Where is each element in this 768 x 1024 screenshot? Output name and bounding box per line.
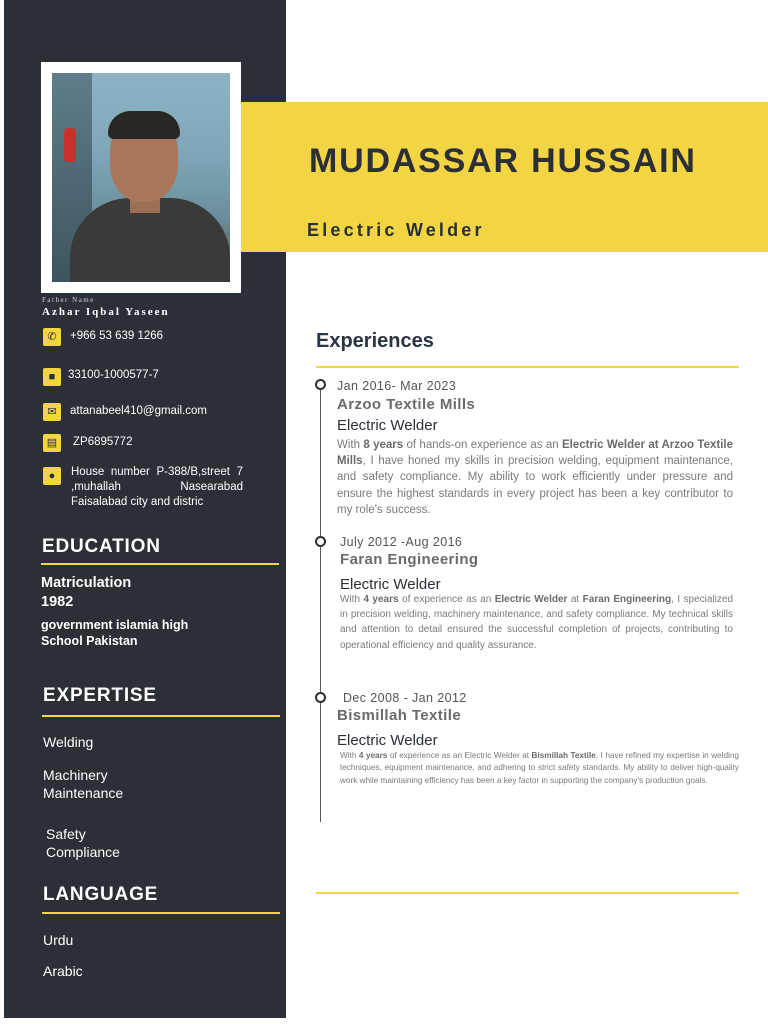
timeline-dot bbox=[315, 692, 326, 703]
experience-date: Jan 2016- Mar 2023 bbox=[337, 379, 457, 393]
contact-id bbox=[43, 368, 159, 386]
experience-date: July 2012 -Aug 2016 bbox=[340, 535, 463, 549]
contact-address bbox=[43, 465, 243, 510]
email-icon: ✉ bbox=[43, 403, 61, 421]
location-icon: ● bbox=[43, 467, 61, 485]
education-degree: Matriculation bbox=[41, 575, 132, 591]
candidate-name: MUDASSAR HUSSAIN bbox=[309, 142, 697, 180]
bottom-divider bbox=[316, 892, 739, 894]
experience-title: Electric Welder bbox=[340, 576, 441, 593]
timeline-line bbox=[320, 384, 321, 822]
timeline-dot bbox=[315, 379, 326, 390]
expertise-heading: EXPERTISE bbox=[43, 685, 157, 706]
phone-text: +966 53 639 1266 bbox=[70, 330, 164, 342]
contact-email bbox=[43, 403, 207, 421]
profile-photo bbox=[52, 73, 230, 282]
email-text: attanabeel410@gmail.com bbox=[70, 405, 207, 417]
experiences-heading: Experiences bbox=[316, 330, 434, 352]
education-heading: EDUCATION bbox=[42, 536, 161, 557]
experience-description: With 8 years of hands-on experience as an Electric Welder at Arzoo Textile Mills, I have honed my skills in precision welding, equipment maintenance, and safety compliance. My ability to work efficiently under pressure and ensure the highest standards in every project has been a key contributor to my role's success. bbox=[337, 439, 733, 516]
experience-company: Faran Engineering bbox=[340, 551, 479, 568]
language-divider bbox=[42, 912, 280, 914]
education-school: government islamia high School Pakistan bbox=[41, 618, 189, 648]
father-name-label: Father Name bbox=[42, 296, 95, 304]
phone-icon: ✆ bbox=[43, 328, 61, 346]
expertise-item-machinery: Machinery Maintenance bbox=[43, 767, 124, 801]
education-divider bbox=[41, 563, 279, 565]
address-text: House number P-388/B,street 7 ,muhallah Nasearabad Faisalabad city and distric bbox=[71, 466, 243, 508]
contact-passport bbox=[43, 434, 132, 452]
experience-date: Dec 2008 - Jan 2012 bbox=[343, 691, 467, 705]
experience-company: Arzoo Textile Mills bbox=[337, 396, 476, 413]
experiences-divider bbox=[316, 366, 739, 368]
expertise-item-safety: Safety Compliance bbox=[46, 826, 120, 860]
expertise-item-welding: Welding bbox=[43, 734, 94, 750]
passport-text: ZP6895772 bbox=[73, 436, 133, 448]
experience-title: Electric Welder bbox=[337, 417, 438, 434]
timeline-dot bbox=[315, 536, 326, 547]
experience-company: Bismillah Textile bbox=[337, 707, 462, 724]
education-year: 1982 bbox=[41, 594, 74, 610]
language-item-urdu: Urdu bbox=[43, 932, 74, 948]
id-text: 33100-1000577-7 bbox=[68, 369, 159, 381]
language-heading: LANGUAGE bbox=[43, 884, 159, 905]
contact-phone bbox=[43, 328, 163, 346]
passport-icon: ▤ bbox=[43, 434, 61, 452]
experience-title: Electric Welder bbox=[337, 732, 438, 749]
experience-description: With 4 years of experience as an Electric Welder at Bismillah Textile, I have refined my expertise in welding techniques, equipment maintenance, and adhering to strict safety standards. My ability to deliver high-quality work while maintaining efficiency has been a key factor in supporting the company's production goals. bbox=[340, 751, 739, 785]
experience-description: With 4 years of experience as an Electric Welder at Faran Engineering, I specialized in precision welding, machinery maintenance, and safety compliance. My technical skills and attention to detail ensured the successful completion of projects, contributing to operational efficiency and quality assurance. bbox=[340, 594, 734, 651]
profile-photo-frame bbox=[41, 62, 241, 293]
expertise-divider bbox=[42, 715, 280, 717]
candidate-role: Electric Welder bbox=[307, 220, 485, 240]
id-card-icon: ■ bbox=[43, 368, 61, 386]
father-name: Azhar Iqbal Yaseen bbox=[42, 306, 170, 318]
language-item-arabic: Arabic bbox=[43, 963, 83, 979]
